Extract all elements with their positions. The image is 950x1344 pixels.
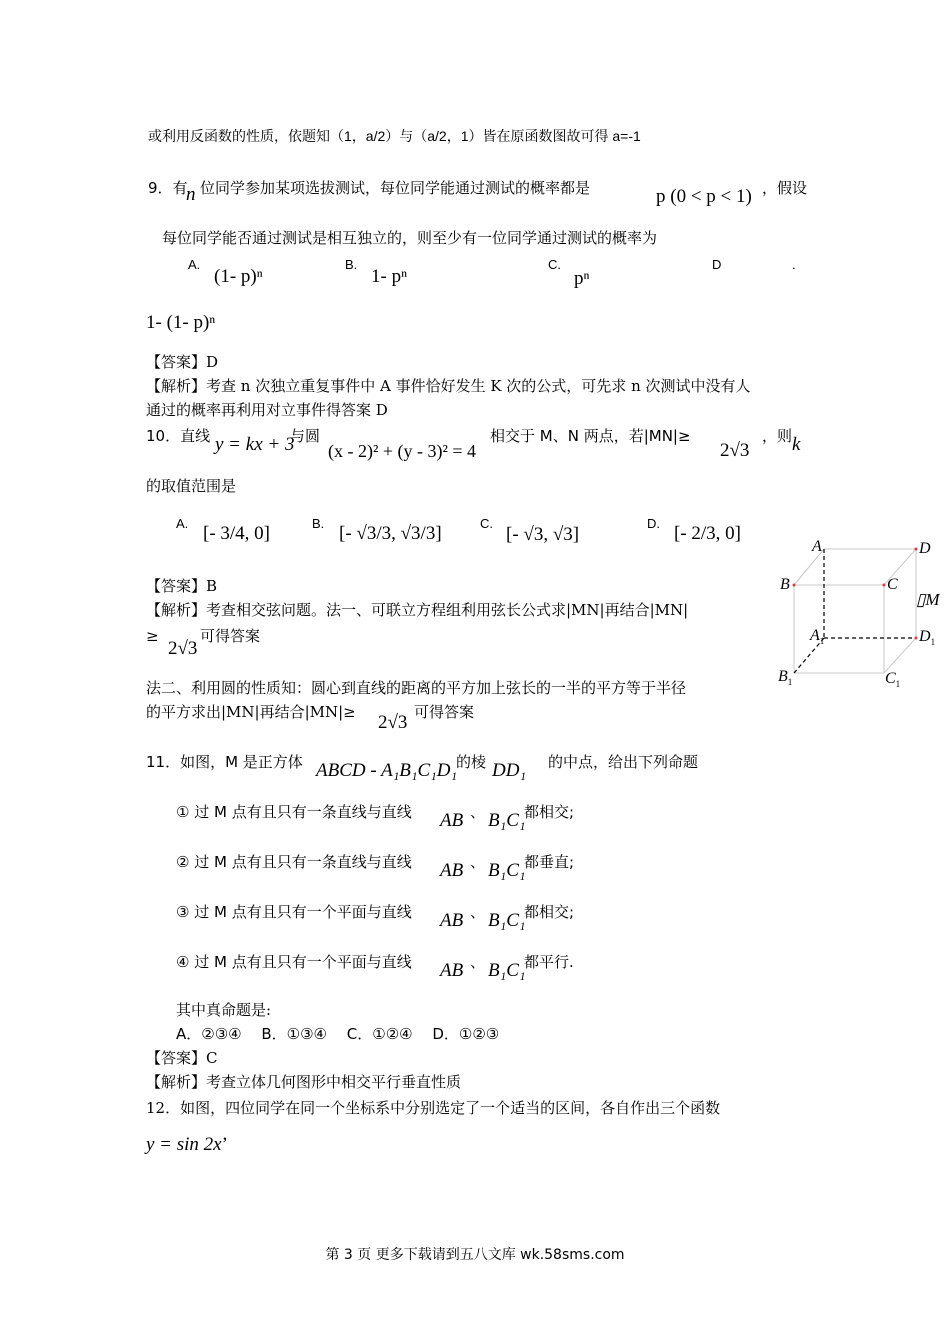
q11-prop-4-sep: 、 [470,953,486,971]
q11-prop-3-bc: B₁C₁ [488,910,526,931]
q9-option-a: (1- p)ⁿ [214,266,263,287]
q10-method2-1: 法二、利用圆的性质知：圆心到直线的距离的平方加上弦长的一半的平方等于半径 [146,679,687,697]
q9-num: 9．有 [148,179,188,197]
q10-method2-2a: 的平方求出|MN|再结合|MN|≥ [146,703,356,721]
q10-option-d: [- 2/3, 0] [674,523,742,544]
q11-prop-1-prefix: ① 过 M 点有且只有一条直线与直线 [176,803,412,821]
cube-figure [770,536,940,696]
q10-circle-equation: (x - 2)² + (y - 3)² = 4 [328,441,477,461]
q10-analysis-bound: 2√3 [168,638,198,659]
q12-line1: 12．如图，四位同学在同一个坐标系中分别选定了一个适当的区间，各自作出三个函数 [146,1099,721,1117]
q11-prop-1-suffix: 都相交; [524,803,575,821]
q9-n: n [186,184,196,205]
q11-prop-3-ab: AB [440,910,464,931]
q10-option-c: [- √3, √3] [506,524,580,545]
q9-text2: ，假设 [762,179,808,197]
q10-k: k [792,434,801,455]
q11-prop-2-bc: B₁C₁ [488,860,526,881]
vertex-a: A [812,538,822,555]
q11-edge: DD₁ [492,760,527,781]
q9-option-c-label: C. [548,257,561,272]
q11-prop-3-prefix: ③ 过 M 点有且只有一个平面与直线 [176,903,412,921]
q11-prop-2-prefix: ② 过 M 点有且只有一条直线与直线 [176,853,412,871]
q10-method2-2b: 可得答案 [414,703,475,721]
q9-option-a-label: A. [188,257,201,272]
q11-num: 11．如图，M 是正方体 [146,753,303,771]
q10-line2: 的取值范围是 [146,477,237,495]
vertex-b: B [780,576,790,593]
vertex-c: C [887,576,898,593]
q10-analysis-2b: 可得答案 [200,627,261,645]
q11-prop-1-bc: B₁C₁ [488,810,526,831]
vertex-b1: $B_1$ [778,668,793,688]
q11-prop-2-ab: AB [440,860,464,881]
point-m: ▯M [916,590,940,609]
q11-text2: 的中点，给出下列命题 [548,753,699,771]
q9-option-c: pⁿ [574,268,590,289]
q9-option-d-dot: . [792,257,796,272]
q10-option-c-label: C. [480,516,493,531]
q9-line2: 每位同学能否通过测试是相互独立的，则至少有一位同学通过测试的概率为 [162,229,658,247]
q10-analysis-1: 【解析】考查相交弦问题。法一、可联立方程组利用弦长公式求|MN|再结合|MN| [146,601,689,619]
q11-prop-4-ab: AB [440,960,464,981]
q10-option-a-label: A. [176,516,189,531]
q10-text2: 相交于 M、N 两点，若|MN|≥ [490,427,691,445]
q10-option-b: [- √3/3, √3/3] [339,523,442,544]
q10-option-b-label: B. [312,516,325,531]
vertex-d1: $D_1$ [919,628,936,648]
q9-answer: 【答案】D [146,353,219,371]
q9-option-d: 1- (1- p)ⁿ [146,312,216,333]
page-footer: 第 3 页 更多下载请到五八文库 wk.58sms.com [325,1247,625,1263]
q10-method2-bound: 2√3 [378,712,408,733]
q10-option-a: [- 3/4, 0] [203,523,271,544]
cube-diagram [770,536,940,696]
q10-text1: 与圆 [290,427,321,445]
vertex-a1: $A_1$ [810,627,825,647]
q11-prop-2-suffix: 都垂直; [524,853,575,871]
q11-prop-3-suffix: 都相交; [524,903,575,921]
q11-prop-2-sep: 、 [470,853,486,871]
q10-answer: 【答案】B [146,577,218,595]
q9-analysis-1: 【解析】考查 n 次独立重复事件中 A 事件恰好发生 K 次的公式，可先求 n 次测试中没有人 [146,377,751,395]
q9-text1: 位同学参加某项选拔测试，每位同学能通过测试的概率都是 [200,179,591,197]
q10-num: 10．直线 [146,427,211,445]
q10-bound: 2√3 [720,440,750,461]
q10-text3: ，则 [762,427,793,445]
q9-analysis-2: 通过的概率再利用对立事件得答案 D [146,401,388,419]
q11-prop-4-bc: B₁C₁ [488,960,526,981]
q11-answer: 【答案】C [146,1049,218,1067]
q11-options: A．②③④ B．①③④ C．①②④ D．①②③ [176,1025,500,1043]
q10-analysis-2a: ≥ [146,627,159,645]
q9-option-b: 1- pⁿ [371,266,408,287]
q9-option-b-label: B. [345,257,358,272]
vertex-c1: $C_1$ [885,670,901,690]
q11-prop-4-suffix: 都平行. [524,953,574,971]
intro-line: 或利用反函数的性质，依题知（1，a/2）与（a/2，1）皆在原函数图故可得 a=-1 [148,128,641,144]
q11-text1: 的棱 [456,753,487,771]
q10-option-d-label: D. [647,516,660,531]
q11-prop-3-sep: 、 [470,903,486,921]
q10-line-equation: y = kx + 3 [215,434,295,455]
q9-p-condition: p (0 < p < 1) [656,186,752,207]
q11-analysis: 【解析】考查立体几何图形中相交平行垂直性质 [146,1073,462,1091]
q12-function: y = sin 2x’ [146,1134,228,1155]
q11-true-label: 其中真命题是: [176,1001,272,1019]
q11-prop-4-prefix: ④ 过 M 点有且只有一个平面与直线 [176,953,412,971]
vertex-d: D [919,540,931,557]
q9-option-d-label: D [712,257,722,272]
q11-cube: ABCD - A₁B₁C₁D₁ [316,760,458,781]
q11-prop-1-sep: 、 [470,803,486,821]
q11-prop-1-ab: AB [440,810,464,831]
